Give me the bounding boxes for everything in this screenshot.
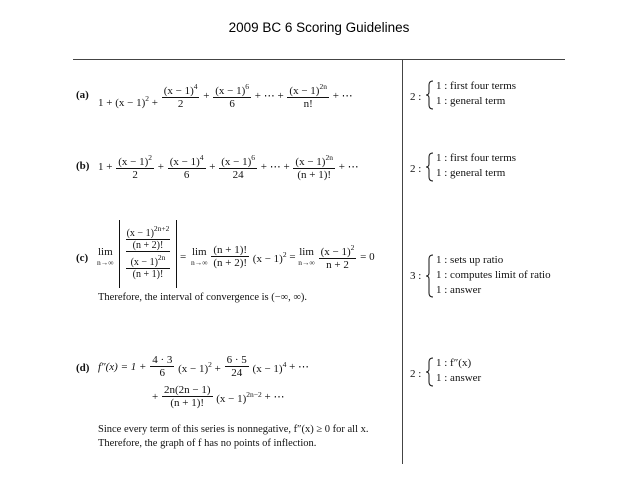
- part-a-series: $1 + (x - 1)^2$ + $\frac{(x - 1)^4}{2}$ + $\frac{(x - 1)^6}{6}$ + ⋯ + $\frac{(x - 1)^{2n}}{n!}$ + ⋯: [98, 82, 353, 110]
- page-title: 2009 BC 6 Scoring Guidelines: [228, 20, 410, 35]
- part-c-label: (c): [76, 252, 89, 264]
- part-d-series-line1: f″(x) = 1 + $\frac{4 \cdot 3}{6}$ $(x - 1)^2$ + $\frac{6 \cdot 5}{24}$ $(x - 1)^4$ + ⋯: [98, 354, 310, 379]
- part-d-conclusion-1: Since every term of this series is nonnegative, f″(x) ≥ 0 for all x.: [98, 424, 369, 435]
- part-c-conclusion: Therefore, the interval of convergence is (−∞, ∞).: [98, 292, 308, 303]
- brace-icon: [426, 357, 434, 387]
- part-d-conclusion-2: Therefore, the graph of f has no points of inflection.: [98, 438, 317, 449]
- part-c-limit: lim n→∞: [97, 246, 114, 267]
- part-c-equations: = lim n→∞ $\frac{(n + 1)!}{(n + 2)!}$ $(x - 1)^2$ = lim n→∞ $\frac{(x - 1)^2}{n + 2}$ = 0: [180, 243, 375, 271]
- part-d-label: (d): [76, 362, 90, 374]
- brace-icon: [426, 152, 434, 182]
- part-b-label: (b): [76, 160, 90, 172]
- part-c-abs-ratio: $(x - 1)^{2n+2}$ (n + 2)! $(x - 1)^{2n}$ (n + 1)!: [119, 220, 177, 288]
- part-d-series-line2: + $\frac{2n(2n - 1)}{(n + 1)!}$ $(x - 1)^{2n-2}$ + ⋯: [152, 384, 285, 409]
- brace-icon: [426, 80, 434, 110]
- header-divider: [73, 59, 565, 60]
- column-divider: [402, 60, 403, 464]
- part-b-series: 1 + $\frac{(x - 1)^2}{2}$ + $\frac{(x - 1)^4}{6}$ + $\frac{(x - 1)^6}{24}$ + ⋯ + $\frac{(x - 1)^{2n}}{(n + 1)!}$ + ⋯: [98, 153, 359, 181]
- brace-icon: [426, 254, 434, 298]
- part-a-label: (a): [76, 89, 89, 101]
